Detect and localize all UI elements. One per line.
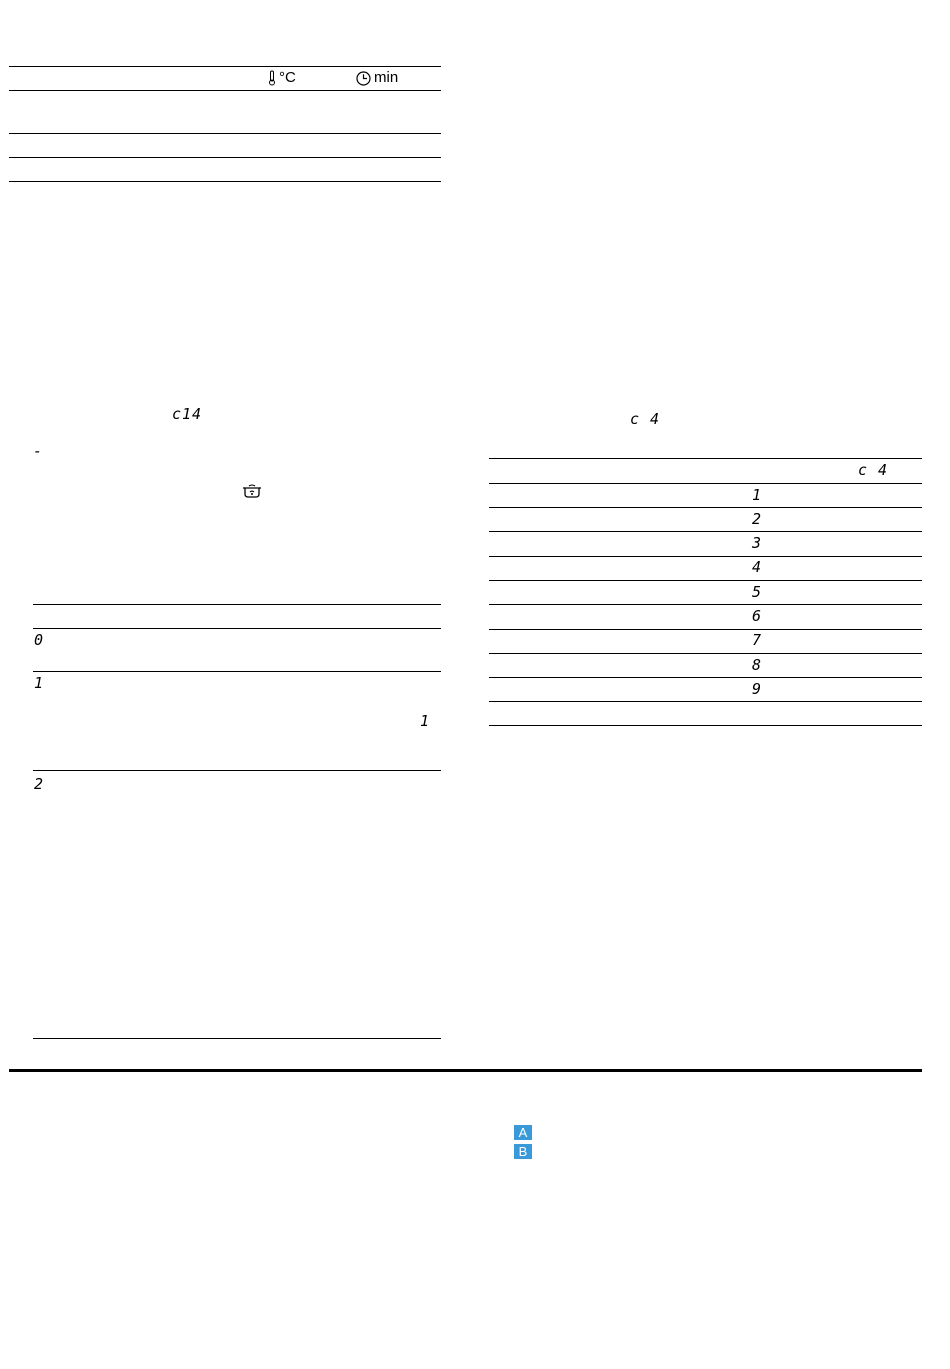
option-value-1: 1 [34,674,45,692]
levels-table-rule [489,653,922,654]
section-divider [9,1069,922,1072]
levels-table-rule-top [489,458,922,459]
top-table-rule-5 [9,181,441,182]
levels-table-rule [489,507,922,508]
levels-table-rule [489,531,922,532]
top-table-rule-3 [9,133,441,134]
options-table-rule-bottom [33,1038,441,1039]
temperature-header [268,70,296,86]
top-table-rule-4 [9,157,441,158]
level-value: 2 [752,510,763,528]
levels-table-rule-bottom [489,725,922,726]
option-value-2: 2 [34,775,45,793]
levels-table-rule [489,580,922,581]
level-value: 6 [752,607,763,625]
dash-symbol: - [33,442,44,460]
time-header [356,70,398,86]
levels-table-header-code: c 4 [858,461,889,479]
level-value: 4 [752,558,763,576]
level-value: 1 [752,486,763,504]
clock-icon [356,71,371,86]
options-table-rule-2 [33,770,441,771]
setting-code-c4: c 4 [630,410,661,428]
levels-table-rule-header [489,483,922,484]
level-value: 8 [752,656,763,674]
levels-table-rule [489,677,922,678]
options-table-rule-top [33,604,441,605]
levels-table-rule [489,604,922,605]
setting-code-c14: c14 [172,405,203,423]
legend-badge-a: A [514,1125,532,1140]
levels-table-rule [489,701,922,702]
levels-table-rule [489,556,922,557]
option-value-0: 0 [34,631,45,649]
level-value: 9 [752,680,763,698]
level-value: 3 [752,534,763,552]
options-table-rule-1 [33,671,441,672]
thermometer-icon [268,70,276,86]
level-value: 5 [752,583,763,601]
level-value: 7 [752,631,763,649]
time-unit: min [374,69,399,86]
temperature-unit: °C [279,69,296,86]
levels-table-rule [489,629,922,630]
option-note-value-1: 1 [420,712,431,730]
legend-badge-b: B [514,1144,532,1159]
top-table-rule-1 [9,66,441,67]
options-table-rule-0 [33,628,441,629]
cookware-sensor-icon [242,484,262,498]
top-table-rule-2 [9,90,441,91]
